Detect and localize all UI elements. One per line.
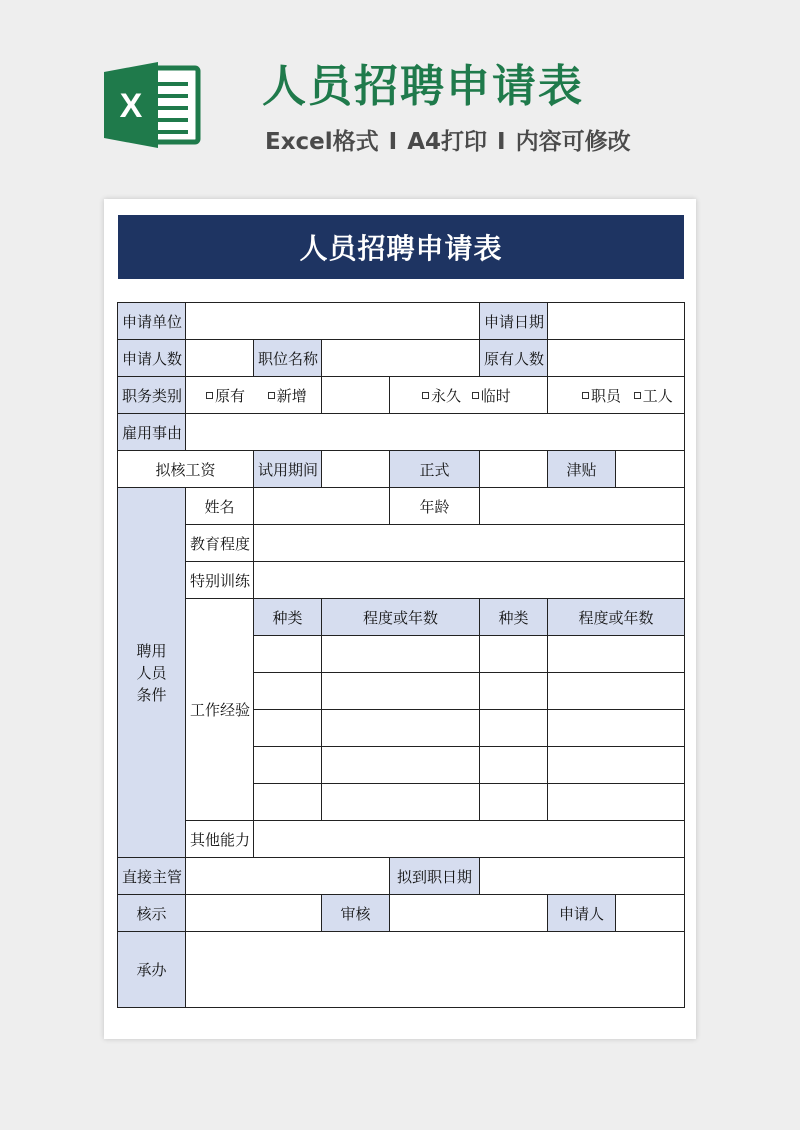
input-exp-level[interactable] xyxy=(322,636,480,673)
input-exp-level[interactable] xyxy=(322,784,480,821)
label-line: 人员 xyxy=(136,663,167,682)
input-exp-kind[interactable] xyxy=(254,673,322,710)
checkbox-icon xyxy=(582,392,589,399)
subtitle-separator: I xyxy=(388,129,398,155)
checkbox-staff[interactable] xyxy=(582,385,621,406)
input-exp-level[interactable] xyxy=(548,636,685,673)
option-label: 永久 xyxy=(431,386,462,405)
header-kind: 种类 xyxy=(254,599,322,636)
header-kind: 种类 xyxy=(480,599,548,636)
label-applicant: 申请人 xyxy=(548,895,616,932)
input-existing-count[interactable] xyxy=(548,340,685,377)
label-age: 年龄 xyxy=(390,488,480,525)
input-exp-level[interactable] xyxy=(548,710,685,747)
subtitle-format: Excel格式 xyxy=(265,129,379,155)
input-direct-supervisor[interactable] xyxy=(186,858,390,895)
table-row xyxy=(118,340,685,377)
subtitle-separator: I xyxy=(497,129,506,155)
job-category-options-b xyxy=(390,377,548,414)
input-approval[interactable] xyxy=(186,895,322,932)
table-row xyxy=(118,414,685,451)
label-allowance: 津贴 xyxy=(548,451,616,488)
table-row xyxy=(118,562,685,599)
recruitment-form-table xyxy=(117,302,685,1008)
input-onboard-date[interactable] xyxy=(480,858,685,895)
label-handler: 承办 xyxy=(118,932,186,1008)
checkbox-icon xyxy=(206,392,213,399)
input-allowance[interactable] xyxy=(616,451,685,488)
input-position-name[interactable] xyxy=(322,340,480,377)
header xyxy=(0,0,800,200)
input-exp-kind[interactable] xyxy=(254,784,322,821)
checkbox-new[interactable] xyxy=(268,385,307,406)
input-applicant[interactable] xyxy=(616,895,685,932)
header-level-years: 程度或年数 xyxy=(548,599,685,636)
input-education[interactable] xyxy=(254,525,685,562)
table-row xyxy=(118,932,685,1008)
input-name[interactable] xyxy=(254,488,390,525)
subtitle xyxy=(265,126,631,158)
checkbox-icon xyxy=(472,392,479,399)
job-category-options-a xyxy=(186,377,322,414)
table-row xyxy=(118,451,685,488)
checkbox-icon xyxy=(634,392,641,399)
checkbox-temporary[interactable] xyxy=(472,385,511,406)
label-job-category: 职务类别 xyxy=(118,377,186,414)
subtitle-print: A4打印 xyxy=(407,129,488,155)
table-row xyxy=(118,821,685,858)
input-other-abilities[interactable] xyxy=(254,821,685,858)
input-exp-kind[interactable] xyxy=(254,636,322,673)
table-row xyxy=(118,858,685,895)
option-label: 原有 xyxy=(215,386,246,405)
label-formal: 正式 xyxy=(390,451,480,488)
label-line: 条件 xyxy=(136,685,167,704)
input-exp-kind[interactable] xyxy=(480,747,548,784)
checkbox-icon xyxy=(422,392,429,399)
label-other-abilities: 其他能力 xyxy=(186,821,254,858)
input-exp-kind[interactable] xyxy=(480,784,548,821)
page-title: 人员招聘申请表 xyxy=(262,61,584,112)
label-apply-count: 申请人数 xyxy=(118,340,186,377)
checkbox-worker[interactable] xyxy=(634,385,673,406)
input-exp-kind[interactable] xyxy=(480,673,548,710)
label-direct-supervisor: 直接主管 xyxy=(118,858,186,895)
label-line: 聘用 xyxy=(136,641,167,660)
input-exp-level[interactable] xyxy=(322,710,480,747)
input-exp-level[interactable] xyxy=(548,784,685,821)
form-title-banner: 人员招聘申请表 xyxy=(118,215,684,279)
checkbox-permanent[interactable] xyxy=(422,385,461,406)
table-row xyxy=(118,377,685,414)
option-label: 临时 xyxy=(480,386,511,405)
input-exp-kind[interactable] xyxy=(254,710,322,747)
label-onboard-date: 拟到职日期 xyxy=(390,858,480,895)
table-row xyxy=(118,895,685,932)
input-exp-kind[interactable] xyxy=(480,636,548,673)
input-formal[interactable] xyxy=(480,451,548,488)
input-exp-level[interactable] xyxy=(322,673,480,710)
logo-letter: X xyxy=(119,87,143,125)
label-review: 审核 xyxy=(322,895,390,932)
checkbox-icon xyxy=(268,392,275,399)
header-level-years: 程度或年数 xyxy=(322,599,480,636)
input-exp-level[interactable] xyxy=(548,747,685,784)
label-apply-date: 申请日期 xyxy=(480,303,548,340)
label-approval: 核示 xyxy=(118,895,186,932)
option-label: 新增 xyxy=(276,386,307,405)
input-review[interactable] xyxy=(390,895,548,932)
label-special-training: 特别训练 xyxy=(186,562,254,599)
label-education: 教育程度 xyxy=(186,525,254,562)
table-row xyxy=(118,303,685,340)
label-name: 姓名 xyxy=(186,488,254,525)
input-hire-reason[interactable] xyxy=(186,414,685,451)
input-exp-kind[interactable] xyxy=(254,747,322,784)
input-trial-period[interactable] xyxy=(322,451,390,488)
input-special-training[interactable] xyxy=(254,562,685,599)
label-hire-reason: 雇用事由 xyxy=(118,414,186,451)
input-blank[interactable] xyxy=(322,377,390,414)
label-apply-unit: 申请单位 xyxy=(118,303,186,340)
input-apply-date[interactable] xyxy=(548,303,685,340)
input-exp-level[interactable] xyxy=(548,673,685,710)
label-existing-count: 原有人数 xyxy=(480,340,548,377)
input-apply-count[interactable] xyxy=(186,340,254,377)
table-row xyxy=(118,488,685,525)
label-work-experience: 工作经验 xyxy=(186,599,254,821)
subtitle-editable: 内容可修改 xyxy=(515,129,631,155)
input-handler[interactable] xyxy=(186,932,685,1008)
option-label: 工人 xyxy=(642,386,673,405)
label-position-name: 职位名称 xyxy=(254,340,322,377)
job-category-options-c xyxy=(548,377,685,414)
label-proposed-salary: 拟核工资 xyxy=(118,451,254,488)
label-hiring-conditions xyxy=(118,488,186,858)
form-paper xyxy=(104,199,696,1039)
input-exp-level[interactable] xyxy=(322,747,480,784)
label-trial-period: 试用期间 xyxy=(254,451,322,488)
input-apply-unit[interactable] xyxy=(186,303,480,340)
checkbox-original[interactable] xyxy=(206,385,245,406)
input-exp-kind[interactable] xyxy=(480,710,548,747)
table-row xyxy=(118,599,685,636)
excel-logo-icon xyxy=(100,60,206,150)
table-row xyxy=(118,525,685,562)
input-age[interactable] xyxy=(480,488,685,525)
option-label: 职员 xyxy=(591,386,622,405)
